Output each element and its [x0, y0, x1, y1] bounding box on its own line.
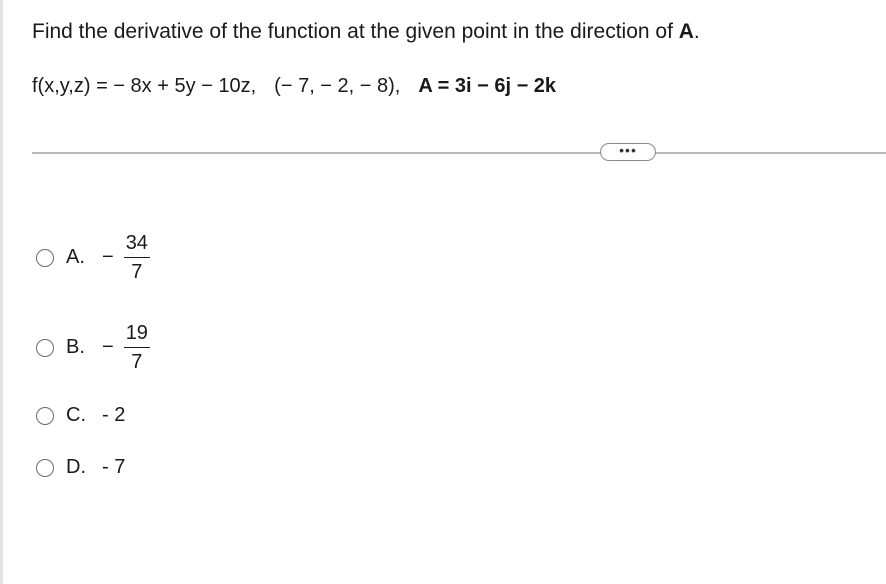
option-a-value: [102, 232, 150, 283]
option-letter: C.: [66, 404, 86, 426]
fraction: [124, 322, 150, 373]
numerator: 19: [124, 322, 150, 348]
question-suffix: .: [693, 20, 700, 43]
left-border: [0, 0, 3, 584]
option-b[interactable]: [36, 322, 150, 373]
option-a[interactable]: [36, 232, 150, 283]
radio-button-a[interactable]: [36, 249, 54, 267]
minus-sign: −: [102, 246, 114, 268]
minus-sign: −: [102, 336, 114, 358]
radio-button-b[interactable]: [36, 339, 54, 357]
question-text: [32, 18, 700, 46]
vector-name: A: [418, 75, 433, 97]
option-c-value: - 2: [102, 404, 126, 426]
option-d[interactable]: [36, 456, 125, 479]
radio-button-d[interactable]: [36, 459, 54, 477]
option-letter: B.: [66, 336, 85, 358]
option-c[interactable]: [36, 404, 125, 427]
denominator: 7: [131, 351, 143, 373]
denominator: 7: [131, 261, 143, 283]
fraction: [124, 232, 150, 283]
option-letter: A.: [66, 246, 85, 268]
given-expression: [32, 72, 556, 100]
given-point: (− 7, − 2, − 8),: [274, 75, 401, 97]
option-d-value: - 7: [102, 456, 126, 478]
function-definition: f(x,y,z) = − 8x + 5y − 10z,: [32, 75, 257, 97]
radio-button-c[interactable]: [36, 407, 54, 425]
section-divider: [32, 152, 886, 154]
vector-definition: = 3i − 6j − 2k: [432, 75, 557, 97]
question-prefix: Find the derivative of the function at the given point in the direction of: [32, 20, 679, 43]
numerator: 34: [124, 232, 150, 258]
question-bold-vector: A: [678, 20, 694, 43]
more-options-button[interactable]: •••: [600, 143, 656, 161]
option-letter: D.: [66, 456, 86, 478]
option-b-value: [102, 322, 150, 373]
